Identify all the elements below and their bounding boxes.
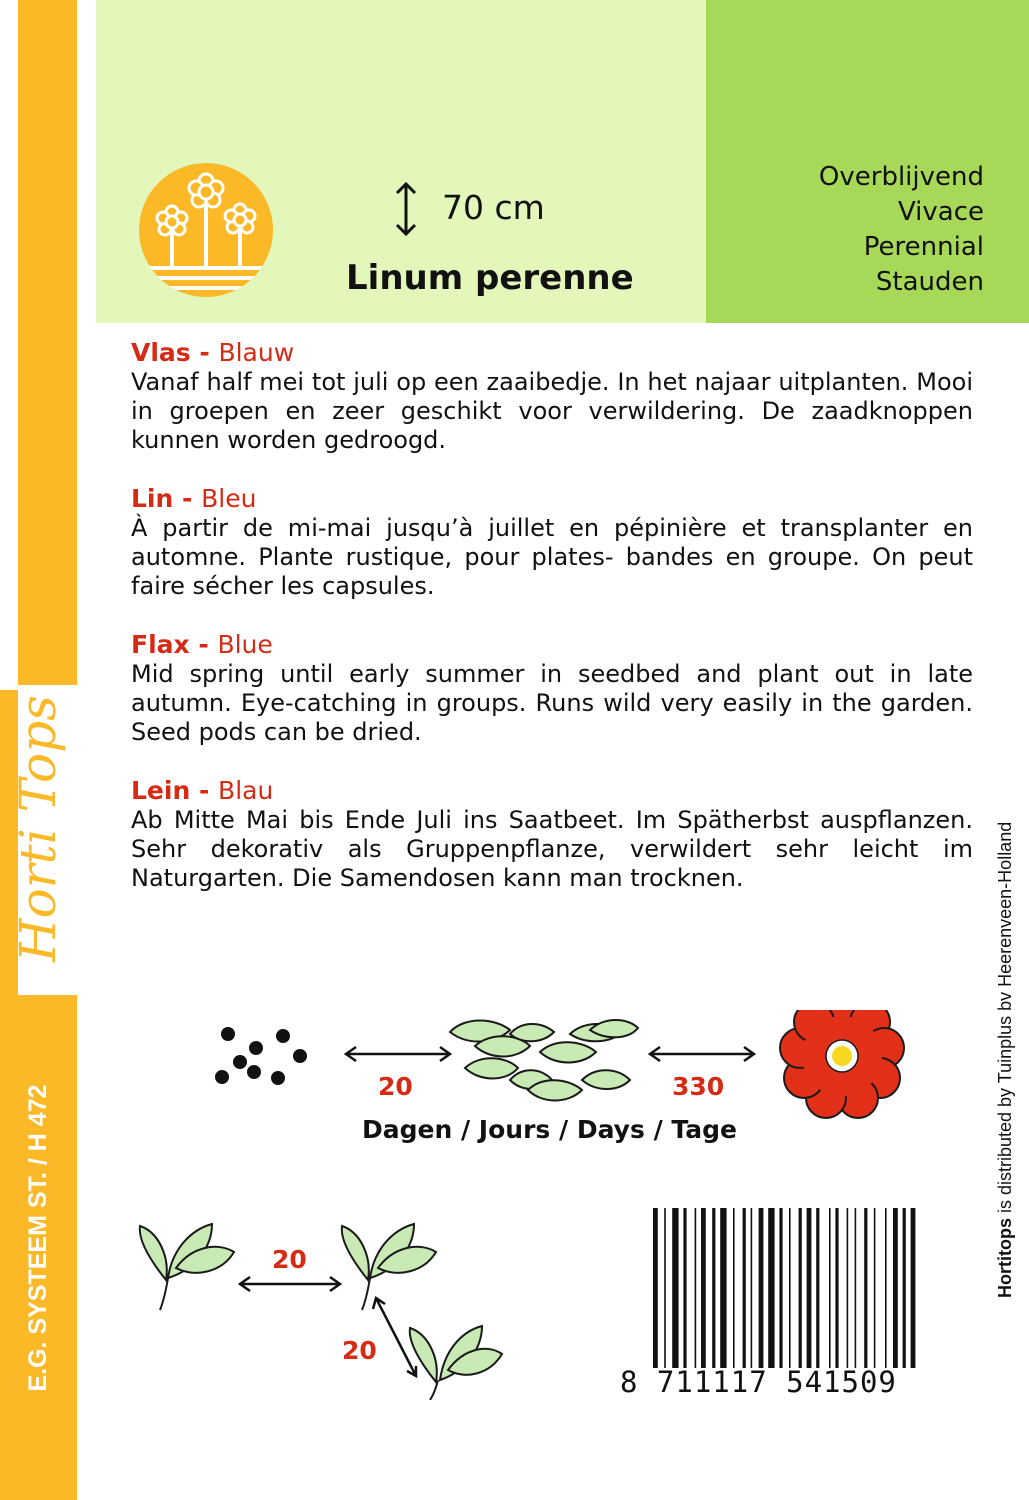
- barcode-bar: [893, 1208, 898, 1368]
- height-arrow-icon: [392, 180, 420, 238]
- barcode-bar: [712, 1208, 715, 1368]
- barcode-bar: [847, 1208, 849, 1368]
- barcode-bar: [759, 1208, 764, 1368]
- barcode-bar: [829, 1208, 831, 1368]
- barcode-bar: [855, 1208, 857, 1368]
- description-text: Mid spring until early summer in seedbed and plant out in late autumn. Eye-catching in groups. Runs wild very easily in the garden. Seed pods can be dried.: [131, 660, 973, 746]
- barcode-bar: [807, 1208, 812, 1368]
- latin-name: Linum perenne: [346, 258, 634, 298]
- description-dutch: [131, 338, 973, 455]
- flower-icon: [780, 1010, 904, 1118]
- plant-spacing-diagram: [130, 1190, 510, 1400]
- barcode-bar: [743, 1208, 746, 1368]
- category-english: Perennial: [863, 232, 984, 262]
- barcode-bar: [701, 1208, 706, 1368]
- arrow-icon: [650, 1047, 754, 1061]
- barcode-bar: [720, 1208, 726, 1368]
- arrow-icon: [346, 1047, 450, 1061]
- distributor-note: Hortitops is distributed by Tuinplus bv Heerenveen-Holland: [995, 821, 1015, 1298]
- barcode-bar: [885, 1208, 887, 1368]
- barcode-bar: [768, 1208, 774, 1368]
- seeds-icon: [215, 1027, 307, 1085]
- barcode-bar: [789, 1208, 791, 1368]
- description-heading: Vlas - Blauw: [131, 338, 295, 367]
- days-label: Dagen / Jours / Days / Tage: [362, 1115, 737, 1144]
- spacing-between-plants: 20: [272, 1245, 307, 1274]
- spacing-between-rows: 20: [342, 1336, 377, 1365]
- barcode-bar: [653, 1208, 658, 1368]
- barcode-bar: [664, 1208, 666, 1368]
- barcode-bar: [695, 1208, 697, 1368]
- barcode-bar: [835, 1208, 838, 1368]
- category-french: Vivace: [897, 197, 984, 227]
- description-heading: Lin - Bleu: [131, 484, 257, 513]
- left-margin: [0, 0, 18, 690]
- days-to-sprout: 20: [378, 1072, 413, 1101]
- description-german: [131, 776, 973, 893]
- barcode-bar: [816, 1208, 819, 1368]
- description-text: Vanaf half mei tot juli op een zaaibedje. In het najaar uitplanten. Mooi in groepen en zeer geschikt voor verwildering. De zaadknoppen kunnen worden gedroogd.: [131, 368, 973, 454]
- description-heading: Flax - Blue: [131, 630, 273, 659]
- perennial-plant-icon: [138, 162, 274, 298]
- barcode: [651, 1208, 933, 1368]
- barcode-bar: [864, 1208, 867, 1368]
- barcode-bar: [799, 1208, 802, 1368]
- barcode-bar: [911, 1208, 916, 1368]
- description-french: [131, 484, 973, 601]
- barcode-bar: [751, 1208, 753, 1368]
- plant-height: 70 cm: [442, 188, 545, 227]
- description-text: À partir de mi-mai jusqu’à juillet en pépinière et transplanter en automne. Plante rustique, pour plates- bandes en groupe. On peut faire sécher les capsules.: [131, 514, 973, 600]
- category-dutch: Overblijvend: [818, 162, 984, 192]
- barcode-bar: [779, 1208, 782, 1368]
- description-english: [131, 630, 973, 747]
- barcode-bar: [683, 1208, 686, 1368]
- category-german: Stauden: [875, 267, 984, 297]
- barcode-bar: [672, 1208, 678, 1368]
- product-code: E.G. SYSTEEM ST. / H 472: [24, 1084, 52, 1392]
- days-to-flower: 330: [672, 1072, 725, 1101]
- arrow-icon: [240, 1277, 416, 1376]
- barcode-bar: [903, 1208, 906, 1368]
- barcode-number: 8 711117 541509: [620, 1365, 897, 1399]
- description-text: Ab Mitte Mai bis Ende Juli ins Saatbeet. Im Spätherbst auspflanzen. Sehr dekorativ als Gruppenpflanze, verwildert sehr leicht im Naturgarten. Die Samendosen kann man trocknen.: [131, 806, 973, 892]
- brand-logo: Horti Tops: [9, 695, 67, 962]
- barcode-bar: [874, 1208, 876, 1368]
- seedlings-icon: [450, 1020, 638, 1101]
- barcode-bar: [733, 1208, 735, 1368]
- description-heading: Lein - Blau: [131, 776, 274, 805]
